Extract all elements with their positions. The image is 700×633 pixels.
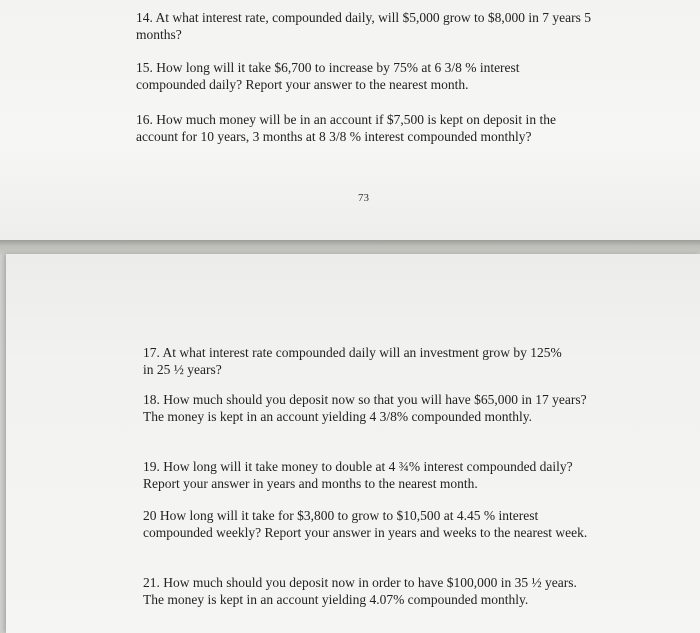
question-21: 21. How much should you deposit now in order to have $100,000 in 35 ½ years. The money is kept in an account yielding 4.07% compounded monthly. [143,575,577,607]
question-14: 14. At what interest rate, compounded daily, will $5,000 grow to $8,000 in 7 years 5 months? [136,10,592,42]
question-15: 15. How long will it take $6,700 to increase by 75% at 6 3/8 % interest compounded daily? Report your answer to the nearest month. [136,60,520,92]
page-gap [0,240,700,254]
question-16: 16. How much money will be in an account if $7,500 is kept on deposit in the account for 10 years, 3 months at 8 3/8 % interest compounded monthly? [136,112,556,144]
question-19: 19. How long will it take money to double at 4 ¾% interest compounded daily? Report your answer in years and months to the nearest month. [143,459,573,491]
page-number: 73 [358,192,369,204]
question-18: 18. How much should you deposit now so that you will have $65,000 in 17 years? The money is kept in an account yielding 4 3/8% compounded monthly. [143,392,587,424]
question-20: 20 How long will it take for $3,800 to grow to $10,500 at 4.45 % interest compounded weekly? Report your answer in years and weeks to the nearest week. [143,508,588,540]
question-17: 17. At what interest rate compounded daily will an investment grow by 125% in 25 ½ years? [143,345,562,377]
